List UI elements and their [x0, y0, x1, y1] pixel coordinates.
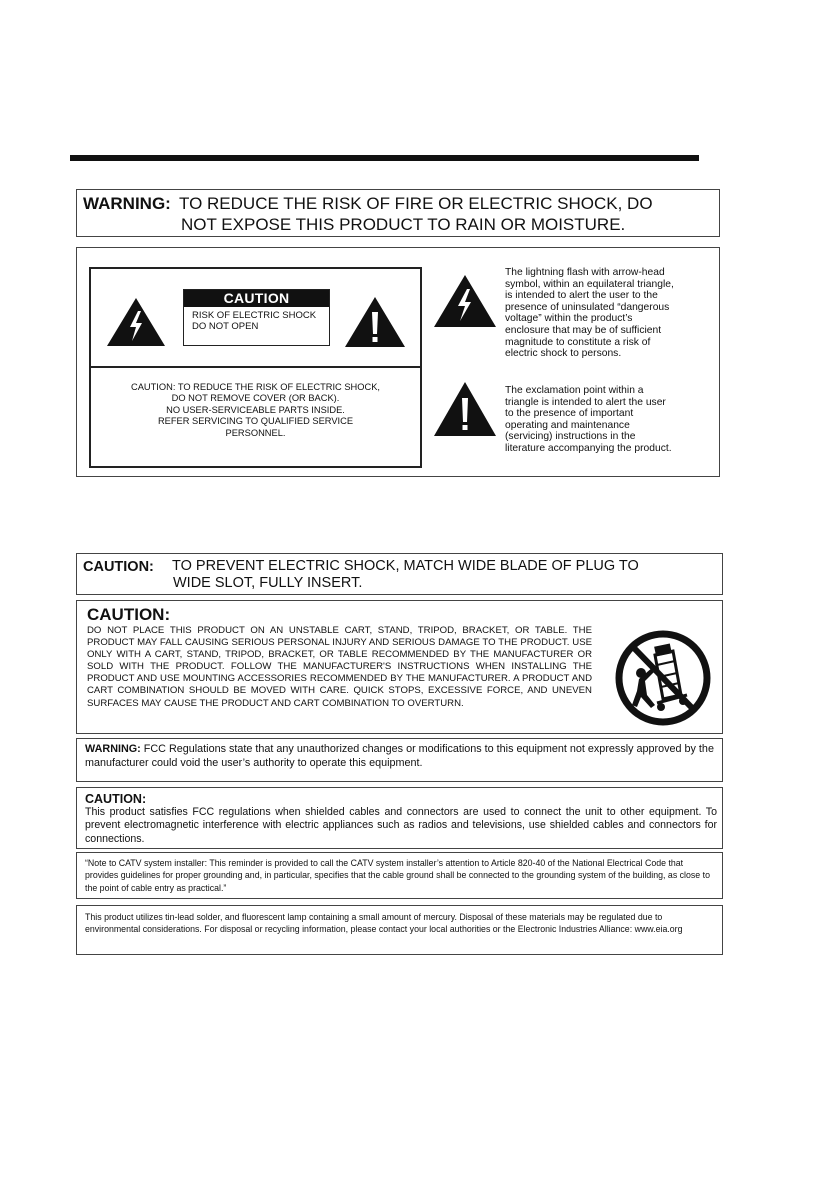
disposal-text: This product utilizes tin-lead solder, and fluorescent lamp containing a small amount of mercury. Disposal of these materials may be regulated due to environmental considerations. For disposal or recycling information, please contact your local authorities or the Electronic Industries Alliance: www.eia.org	[85, 912, 683, 935]
caution-panel-text	[91, 382, 420, 439]
caution-plug-line-2: WIDE SLOT, FULLY INSERT.	[173, 575, 363, 591]
fcc-warning-box	[76, 738, 723, 782]
explanation-line: is intended to alert the user to the	[505, 290, 658, 302]
lightning-triangle-icon	[106, 297, 166, 347]
caution-cart-title: CAUTION:	[87, 605, 171, 624]
caution-plug-line-1: TO PREVENT ELECTRIC SHOCK, MATCH WIDE BLADE OF PLUG TO	[172, 558, 639, 574]
explanation-line: voltage” within the product’s	[505, 313, 633, 325]
caution-label-title: CAUTION	[184, 290, 329, 307]
explanation-line: (servicing) instructions in the	[505, 431, 636, 443]
lightning-explanation	[505, 267, 715, 360]
caution-plug-box	[76, 553, 723, 595]
caution-cart-text: DO NOT PLACE THIS PRODUCT ON AN UNSTABLE CART, STAND, TRIPOD, BRACKET, OR TABLE. THE PRODUCT MAY FALL CAUSING SERIOUS PERSONAL INJURY AND SERIOUS DAMAGE TO THE PRODUCT. USE ONLY WITH A CART, STAND, TRIPOD, BRACKET, OR TABLE RECOMMENDED BY THE MANUFACTURER OR SOLD WITH THE PRODUCT. FOLLOW THE MANUFACTURER'S INSTRUCTIONS WHEN INSTALLING THE PRODUCT AND USE MOUNTING ACCESSORIES RECOMMENDED BY THE MANUFACTURER. A PRODUCT AND CART COMBINATION SHOULD BE MOVED WITH CARE. QUICK STOPS, EXCESSIVE FORCE, AND UNEVEN SURFACES MAY CAUSE THE PRODUCT AND CART COMBINATION TO OVERTURN.	[87, 625, 592, 709]
caution-panel-line: REFER SERVICING TO QUALIFIED SERVICE	[157, 416, 354, 427]
header-rule	[70, 155, 699, 161]
explanation-line: literature accompanying the product.	[505, 442, 672, 454]
explanation-line: electric shock to persons.	[505, 348, 622, 360]
exclamation-triangle-icon	[344, 296, 406, 348]
explanation-line: triangle is intended to alert the user	[505, 396, 666, 408]
explanation-line: magnitude to constitute a risk of	[505, 336, 651, 348]
catv-note-box	[76, 852, 723, 899]
explanation-line: presence of uninsulated “dangerous	[505, 301, 670, 313]
caution-cart-box	[76, 600, 723, 734]
caution-panel-divider	[91, 366, 420, 368]
caution-panel-line: DO NOT REMOVE COVER (OR BACK).	[171, 393, 340, 404]
caution-label	[183, 289, 330, 346]
exclamation-explanation	[505, 385, 715, 455]
caution-panel-line: PERSONNEL.	[225, 427, 286, 438]
fcc-warning-body: FCC Regulations state that any unauthorized changes or modifications to this equipment not expressly approved by the manufacturer could void the user’s authority to operate this equipment.	[85, 743, 714, 769]
caution-panel-line: NO USER-SERVICEABLE PARTS INSIDE.	[166, 404, 345, 415]
warning-moisture-box	[76, 189, 720, 237]
caution-panel-line: CAUTION: TO REDUCE THE RISK OF ELECTRIC SHOCK,	[131, 382, 380, 392]
safety-symbols-box	[76, 247, 720, 477]
warning-line-2: NOT EXPOSE THIS PRODUCT TO RAIN OR MOISTURE.	[181, 215, 626, 234]
fcc-warning-label: WARNING:	[85, 743, 141, 755]
no-cart-tipping-icon	[615, 629, 711, 727]
explanation-line: The exclamation point within a	[505, 385, 644, 396]
catv-note-text: “Note to CATV system installer: This reminder is provided to call the CATV system installer’s attention to Article 820-40 of the National Electrical Code that provides guidelines for proper grounding and, in particular, specifies that the cable ground shall be connected to the grounding system of the building, as close to the point of cable entry as practical.”	[85, 858, 710, 893]
caution-label-line-1: RISK OF ELECTRIC SHOCK	[192, 310, 317, 321]
fcc-caution-title: CAUTION:	[85, 792, 147, 806]
warning-label: WARNING:	[83, 194, 171, 213]
explanation-line: symbol, within an equilateral triangle,	[505, 278, 674, 290]
disposal-box	[76, 905, 723, 955]
explanation-line: operating and maintenance	[505, 419, 630, 431]
caution-label-line-2: DO NOT OPEN	[192, 321, 259, 332]
warning-line-1: TO REDUCE THE RISK OF FIRE OR ELECTRIC SHOCK, DO	[179, 194, 653, 213]
fcc-caution-box	[76, 787, 723, 849]
exclamation-triangle-icon	[433, 381, 497, 437]
fcc-caution-text: This product satisfies FCC regulations when shielded cables and connectors are used to connect the unit to other equipment. To prevent electromagnetic interference with electric appliances such as radios and televisions, use shielded cables and connectors for connections.	[85, 806, 717, 845]
explanation-line: The lightning flash with arrow-head	[505, 267, 665, 278]
fcc-warning-text	[85, 743, 715, 771]
lightning-triangle-icon	[433, 274, 497, 328]
caution-panel	[89, 267, 422, 468]
explanation-line: to the presence of important	[505, 408, 634, 420]
caution-plug-label: CAUTION:	[83, 559, 154, 575]
explanation-line: enclosure that may be of sufficient	[505, 324, 662, 336]
